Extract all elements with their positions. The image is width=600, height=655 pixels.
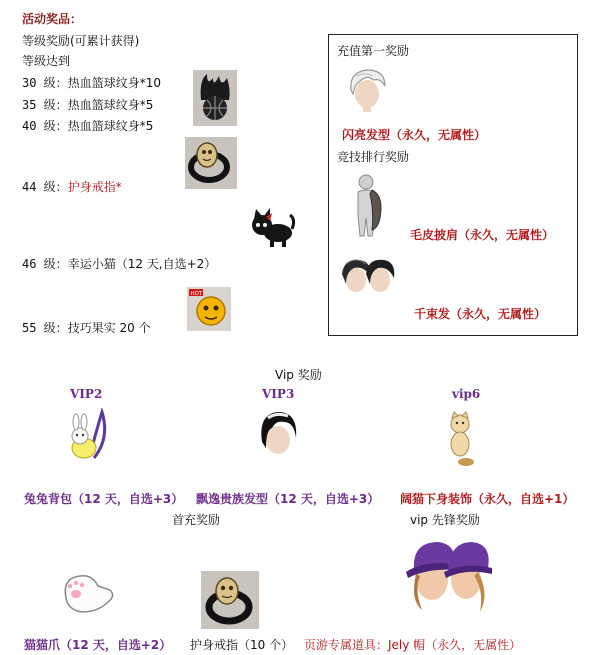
level-label: 46 级： — [22, 257, 68, 271]
level-reward: 幸运小猫（12 天,自选+2） — [67, 257, 217, 271]
vip2-label: VIP2 — [70, 387, 103, 401]
level-label: 44 级： — [22, 180, 68, 194]
page-title: 活动奖品： — [22, 12, 83, 26]
ring-icon — [201, 571, 259, 629]
cat-lower-icon — [444, 410, 480, 468]
noble-hair-icon — [254, 408, 302, 464]
shiny-hair-icon — [345, 64, 391, 114]
level-label: 35 级： — [22, 98, 68, 112]
vip6-reward: 阔猫下身装饰（永久，自选+1） — [400, 492, 575, 506]
jely-hat-reward: 页游专属道具：Jely 帽（永久，无属性） — [304, 638, 522, 652]
fur-shawl-icon — [350, 172, 390, 238]
level-row-30 — [22, 74, 172, 91]
jely-hat-icon — [404, 530, 494, 614]
level-reward: 护身戒指* — [67, 180, 122, 194]
skill-fruit-icon — [187, 287, 231, 331]
level-reward: 热血篮球纹身*5 — [67, 119, 154, 133]
recharge-reward-title: 充值第一奖励 — [337, 44, 410, 58]
cat-paw-icon — [58, 568, 118, 620]
bundle-hair-icon — [336, 254, 396, 300]
arena-reward-item-2: 千束发（永久，无属性） — [414, 307, 547, 321]
level-label: 40 级： — [22, 119, 68, 133]
ring-reward: 护身戒指（10 个） — [190, 638, 294, 652]
vip-rewards-title: Vip 奖励 — [275, 368, 322, 382]
cat-paw-reward: 猫猫爪（12 天，自选+2） — [24, 638, 172, 652]
vip3-label: VIP3 — [262, 387, 295, 401]
basketball-tattoo-icon — [193, 70, 237, 126]
vip-pioneer-title: vip 先锋奖励 — [410, 513, 480, 527]
vip6-label: vip6 — [452, 387, 481, 401]
recharge-reward-item: 闪亮发型（永久，无属性） — [342, 128, 487, 142]
hot-badge: HOT — [190, 291, 203, 297]
arena-reward-item-1: 毛皮披肩（永久，无属性） — [410, 228, 555, 242]
vip2-reward: 兔兔背包（12 天，自选+3） — [24, 492, 184, 506]
level-reward: 热血篮球纹身*5 — [67, 98, 154, 112]
lucky-cat-icon — [248, 205, 296, 249]
first-charge-title: 首充奖励 — [172, 513, 221, 527]
bunny-backpack-icon — [62, 408, 118, 464]
arena-reward-title: 竞技排行奖励 — [337, 150, 410, 164]
ring-icon — [185, 137, 237, 189]
level-row-55 — [22, 319, 151, 336]
level-row-46 — [22, 255, 216, 272]
vip3-reward: 飘逸贵族发型（12 天，自选+3） — [196, 492, 380, 506]
level-label: 55 级： — [22, 321, 68, 335]
level-row-40 — [22, 117, 153, 134]
level-reward: 技巧果实 20 个 — [67, 321, 151, 335]
level-reward: 热血篮球纹身*10 — [67, 76, 161, 90]
level-row-44 — [22, 178, 122, 195]
level-reached-label: 等级达到 — [22, 54, 71, 68]
level-row-35 — [22, 96, 153, 113]
level-rewards-heading: 等级奖励(可累计获得) — [22, 34, 140, 48]
level-label: 30 级： — [22, 76, 68, 90]
